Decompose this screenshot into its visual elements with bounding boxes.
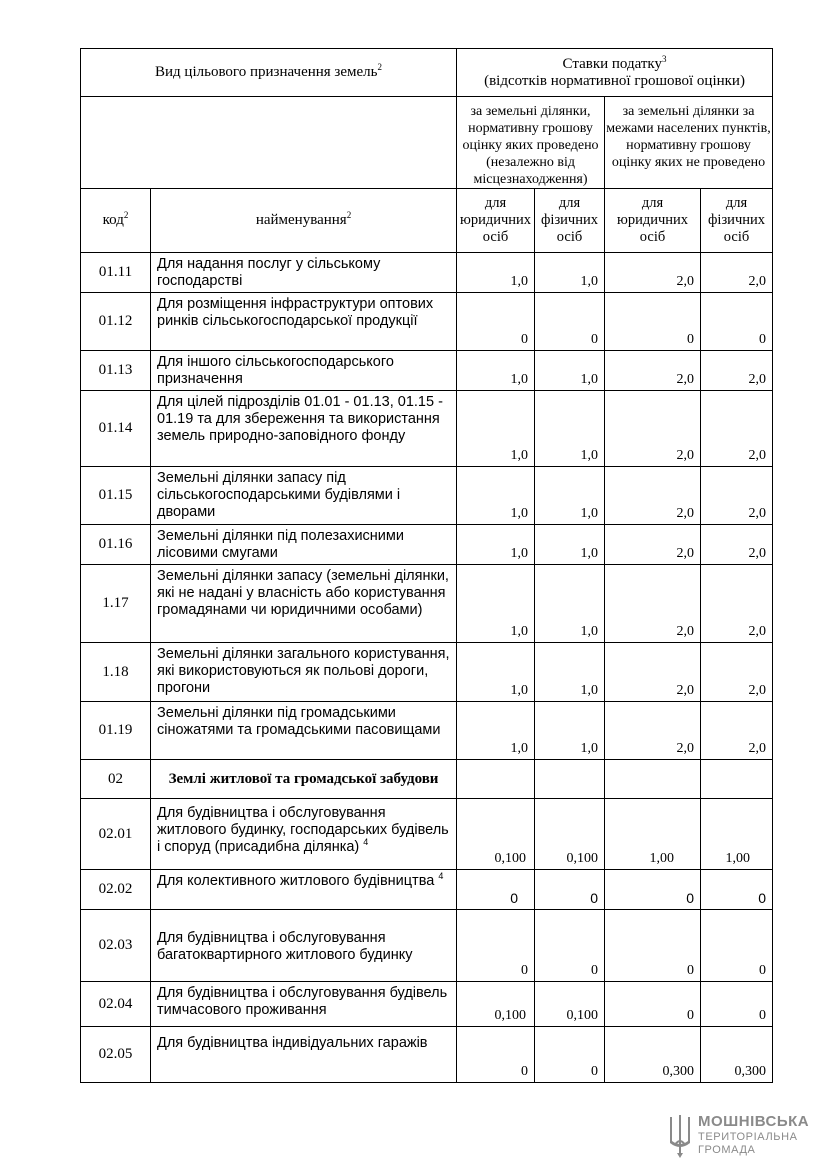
rate-legal-not-assessed: 2,0 (605, 467, 701, 525)
col-code-label: код (102, 212, 124, 228)
rate-individual-assessed: 1,0 (535, 391, 605, 467)
rate-legal-assessed: 1,0 (457, 643, 535, 702)
footnote-sup: 4 (438, 871, 444, 882)
table-row (81, 643, 773, 702)
rate-legal-assessed: 1,0 (457, 565, 535, 643)
col-legal-2: для юридичних осіб (605, 189, 701, 253)
row-code: 01.14 (81, 391, 151, 467)
rate-individual-assessed: 1,0 (535, 467, 605, 525)
rate-individual-assessed: 0 (535, 1027, 605, 1083)
rate-legal-not-assessed: 0 (605, 293, 701, 351)
rate-legal-not-assessed: 2,0 (605, 702, 701, 760)
rate-individual-not-assessed: 2,0 (701, 643, 773, 702)
row-code: 1.18 (81, 643, 151, 702)
table-row (81, 253, 773, 293)
rate-individual-not-assessed: 0 (701, 870, 773, 910)
empty-cell (605, 760, 701, 799)
table-row (81, 351, 773, 391)
row-code: 02.03 (81, 910, 151, 982)
tax-rates-table (80, 48, 773, 1083)
community-logo (668, 1113, 810, 1163)
col-name (151, 189, 457, 253)
col-code (81, 189, 151, 253)
row-name: Земельні ділянки загального користування, які використовуються як польові дороги, прогони (151, 643, 457, 702)
rate-legal-assessed: 0,100 (457, 799, 535, 870)
row-name: Для надання послуг у сільському господарстві (151, 253, 457, 293)
rates-sup: 3 (662, 53, 667, 64)
rate-legal-assessed: 0 (457, 910, 535, 982)
rate-legal-not-assessed: 1,00 (605, 799, 701, 870)
table-row (81, 799, 773, 870)
rate-legal-not-assessed: 0 (605, 982, 701, 1027)
rate-individual-not-assessed: 2,0 (701, 525, 773, 565)
table-row (81, 293, 773, 351)
col-legal-1: для юридичних осіб (457, 189, 535, 253)
rate-individual-assessed: 0,100 (535, 982, 605, 1027)
rate-individual-assessed: 0 (535, 293, 605, 351)
row-code: 01.12 (81, 293, 151, 351)
rate-individual-not-assessed: 2,0 (701, 702, 773, 760)
group-code: 02 (81, 760, 151, 799)
rate-individual-not-assessed: 2,0 (701, 253, 773, 293)
rate-legal-assessed: 1,0 (457, 702, 535, 760)
table-row (81, 565, 773, 643)
purpose-sup: 2 (377, 62, 382, 72)
col-name-sup: 2 (346, 210, 352, 220)
group-name: Землі житлової та громадської забудови (151, 760, 457, 799)
row-name: Для іншого сільськогосподарського призначення (151, 351, 457, 391)
row-name-text: Для будівництва і обслуговування житлового будинку, господарських будівель і споруд (присадибна ділянка) (157, 805, 449, 855)
rate-legal-not-assessed: 2,0 (605, 391, 701, 467)
row-code: 01.19 (81, 702, 151, 760)
rate-legal-assessed: 0 (457, 293, 535, 351)
rate-individual-not-assessed: 0 (701, 910, 773, 982)
rates-subtitle: (відсотків нормативної грошової оцінки) (484, 72, 745, 89)
rate-legal-assessed: 1,0 (457, 525, 535, 565)
row-name (151, 870, 457, 910)
row-name: Для цілей підрозділів 01.01 - 01.13, 01.15 - 01.19 та для збереження та використання земель природно-заповідного фонду (151, 391, 457, 467)
table-row (81, 982, 773, 1027)
row-name-text: Для колективного житлового будівництва (157, 873, 435, 889)
trident-emblem-icon (668, 1113, 692, 1159)
col-code-sup: 2 (123, 210, 129, 220)
rate-individual-assessed: 1,0 (535, 351, 605, 391)
empty-cell (457, 760, 535, 799)
rate-individual-assessed: 0,100 (535, 799, 605, 870)
rates-title: Ставки податку (562, 55, 663, 72)
purpose-title: Вид цільового призначення земель (155, 64, 378, 80)
row-code: 01.13 (81, 351, 151, 391)
rate-legal-not-assessed: 2,0 (605, 351, 701, 391)
row-name: Для будівництва індивідуальних гаражів (151, 1027, 457, 1083)
row-name: Земельні ділянки запасу (земельні ділянки, які не надані у власність або користування громадянами чи юридичними особами) (151, 565, 457, 643)
rate-individual-not-assessed: 2,0 (701, 565, 773, 643)
rates-header (457, 49, 773, 97)
rate-individual-not-assessed: 1,00 (701, 799, 773, 870)
table-row (81, 467, 773, 525)
row-name (151, 799, 457, 870)
row-code: 02.05 (81, 1027, 151, 1083)
row-name: Земельні ділянки під громадськими сіножатями та громадськими пасовищами (151, 702, 457, 760)
rate-legal-assessed: 1,0 (457, 253, 535, 293)
rate-legal-assessed: 0 (457, 870, 535, 910)
logo-line-3: ГРОМАДА (698, 1144, 756, 1156)
row-name: Для розміщення інфраструктури оптових ринків сільськогосподарської продукції (151, 293, 457, 351)
row-code: 02.01 (81, 799, 151, 870)
rate-legal-not-assessed: 2,0 (605, 643, 701, 702)
rate-legal-not-assessed: 2,0 (605, 253, 701, 293)
rate-individual-assessed: 1,0 (535, 253, 605, 293)
rate-individual-not-assessed: 0,300 (701, 1027, 773, 1083)
rate-individual-not-assessed: 2,0 (701, 391, 773, 467)
row-code: 01.16 (81, 525, 151, 565)
rate-individual-not-assessed: 2,0 (701, 351, 773, 391)
row-name: Земельні ділянки під полезахисними лісовими смугами (151, 525, 457, 565)
table-row (81, 525, 773, 565)
row-name: Для будівництва і обслуговування будівель тимчасового проживання (151, 982, 457, 1027)
row-code: 02.04 (81, 982, 151, 1027)
rate-individual-assessed: 0 (535, 870, 605, 910)
rate-individual-assessed: 1,0 (535, 525, 605, 565)
col-individual-1: для фізичних осіб (535, 189, 605, 253)
group-assessed: за земельні ділянки, нормативну грошову оцінку яких проведено (незалежно від місцезнаходження) (457, 97, 605, 189)
table-row (81, 391, 773, 467)
col-individual-2: для фізичних осіб (701, 189, 773, 253)
row-code: 02.02 (81, 870, 151, 910)
row-name: Земельні ділянки запасу під сільськогосподарськими будівлями і дворами (151, 467, 457, 525)
rate-legal-assessed: 1,0 (457, 467, 535, 525)
rate-individual-not-assessed: 2,0 (701, 467, 773, 525)
rate-legal-not-assessed: 2,0 (605, 525, 701, 565)
rate-legal-not-assessed: 2,0 (605, 565, 701, 643)
header-row-1 (81, 49, 773, 97)
row-name: Для будівництва і обслуговування багатоквартирного житлового будинку (151, 910, 457, 982)
empty-cell (535, 760, 605, 799)
row-code: 01.15 (81, 467, 151, 525)
group-row (81, 760, 773, 799)
header-row-3 (81, 189, 773, 253)
rate-individual-not-assessed: 0 (701, 293, 773, 351)
logo-line-1: МОШНІВСЬКА (698, 1113, 810, 1130)
purpose-header (81, 49, 457, 97)
rate-legal-not-assessed: 0,300 (605, 1027, 701, 1083)
table-row (81, 870, 773, 910)
footnote-sup: 4 (363, 837, 369, 848)
logo-line-2: ТЕРИТОРІАЛЬНА (698, 1131, 798, 1143)
rate-legal-assessed: 1,0 (457, 391, 535, 467)
table-row (81, 1027, 773, 1083)
rate-individual-assessed: 1,0 (535, 702, 605, 760)
col-name-label: найменування (255, 212, 347, 228)
header-row-2 (81, 97, 773, 189)
empty-cell (701, 760, 773, 799)
row-code: 1.17 (81, 565, 151, 643)
empty-header-cell (81, 97, 457, 189)
rate-individual-assessed: 0 (535, 910, 605, 982)
rate-legal-assessed: 0 (457, 1027, 535, 1083)
group-not-assessed: за земельні ділянки за межами населених пунктів, нормативну грошову оцінку яких не проведено (605, 97, 773, 189)
row-code: 01.11 (81, 253, 151, 293)
table-row (81, 910, 773, 982)
rate-individual-assessed: 1,0 (535, 565, 605, 643)
table-row (81, 702, 773, 760)
rate-legal-assessed: 0,100 (457, 982, 535, 1027)
rate-individual-assessed: 1,0 (535, 643, 605, 702)
rate-legal-not-assessed: 0 (605, 870, 701, 910)
rate-legal-assessed: 1,0 (457, 351, 535, 391)
rate-legal-not-assessed: 0 (605, 910, 701, 982)
rate-individual-not-assessed: 0 (701, 982, 773, 1027)
